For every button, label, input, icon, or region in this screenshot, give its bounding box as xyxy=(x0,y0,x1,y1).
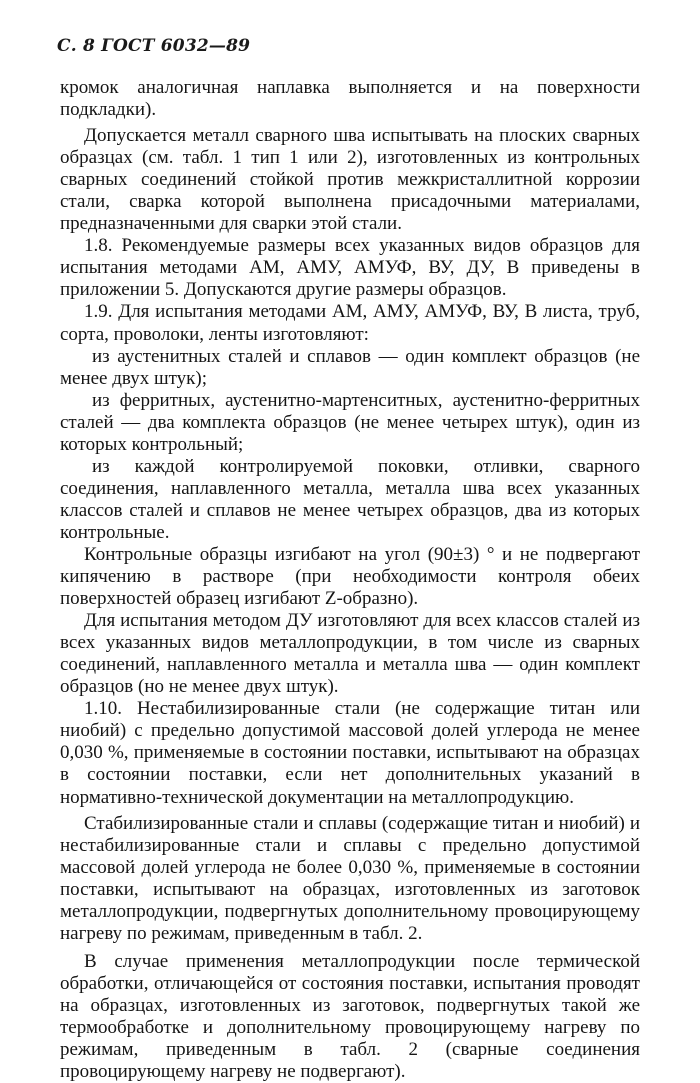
paragraph-du-method: Для испытания методом ДУ изготовляют для всех классов сталей из всех указанных видов металлопродукции, в том числе из сварных соединений, наплавленного металла и металла шва — один комплект образцов (но не менее двух штук). xyxy=(60,610,640,698)
paragraph-1-9: 1.9. Для испытания методами АМ, АМУ, АМУФ, ВУ, В листа, труб, сорта, проволоки, ленты изготовляют: xyxy=(60,301,640,345)
paragraph-continuation: кромок аналогичная наплавка выполняется и на поверхности подкладки). xyxy=(60,77,640,121)
paragraph-weld-metal: Допускается металл сварного шва испытывать на плоских сварных образцах (см. табл. 1 тип 1 или 2), изготовленных из контрольных сварных соединений стойкой против межкристаллитной коррозии стали, сварка которой выполнена присадочными материалами, предназначенными для сварки этой стали. xyxy=(60,125,640,235)
paragraph-stabilized: Стабилизированные стали и сплавы (содержащие титан и ниобий) и нестабилизированные стали и сплавы с предельно допустимой массовой долей углерода не более 0,030 %, применяемые в состоянии поставки, испытывают на образцах, изготовленных из заготовок металлопродукции, подвергнутых дополнительному провоцирующему нагреву по режимам, приведенным в табл. 2. xyxy=(60,812,640,944)
paragraph-1-8: 1.8. Рекомендуемые размеры всех указанных видов образцов для испытания методами АМ, АМУ, АМУФ, ВУ, ДУ, В приведены в приложении 5. Допускаются другие размеры образцов. xyxy=(60,235,640,301)
paragraph-control-samples: Контрольные образцы изгибают на угол (90±3) ° и не подвергают кипячению в растворе (при необходимости контроля обеих поверхностей образец изгибают Z-образно). xyxy=(60,543,640,610)
list-item-ferritic: из ферритных, аустенитно-мартенситных, аустенитно-ферритных сталей — два комплекта образцов (не менее четырех штук), один из которых контрольный; xyxy=(60,389,640,455)
list-item-forgings: из каждой контролируемой поковки, отливки, сварного соединения, наплавленного металла, металла шва всех указанных классов сталей и сплавов не менее четырех образцов, два из которых контрольные. xyxy=(60,455,640,543)
list-item-austenitic: из аустенитных сталей и сплавов — один комплект образцов (не менее двух штук); xyxy=(60,345,640,389)
paragraph-1-10: 1.10. Нестабилизированные стали (не содержащие титан или ниобий) с предельно допустимой массовой долей углерода не менее 0,030 %, применяемые в состоянии поставки, испытывают на образцах в состоянии поставки, если нет дополнительных указаний в нормативно-технической документации на металлопродукцию. xyxy=(60,698,640,808)
page-header: С. 8 ГОСТ 6032—89 xyxy=(57,36,251,56)
body-text xyxy=(60,77,640,1083)
paragraph-heat-treatment: В случае применения металлопродукции после термической обработки, отличающейся от состояния поставки, испытания проводят на образцах, изготовленных из заготовок, подвергнутых такой же термообработке и дополнительному провоцирующему нагреву по режимам, приведенным в табл. 2 (сварные соединения провоцирующему нагреву не подвергают). xyxy=(60,950,640,1083)
